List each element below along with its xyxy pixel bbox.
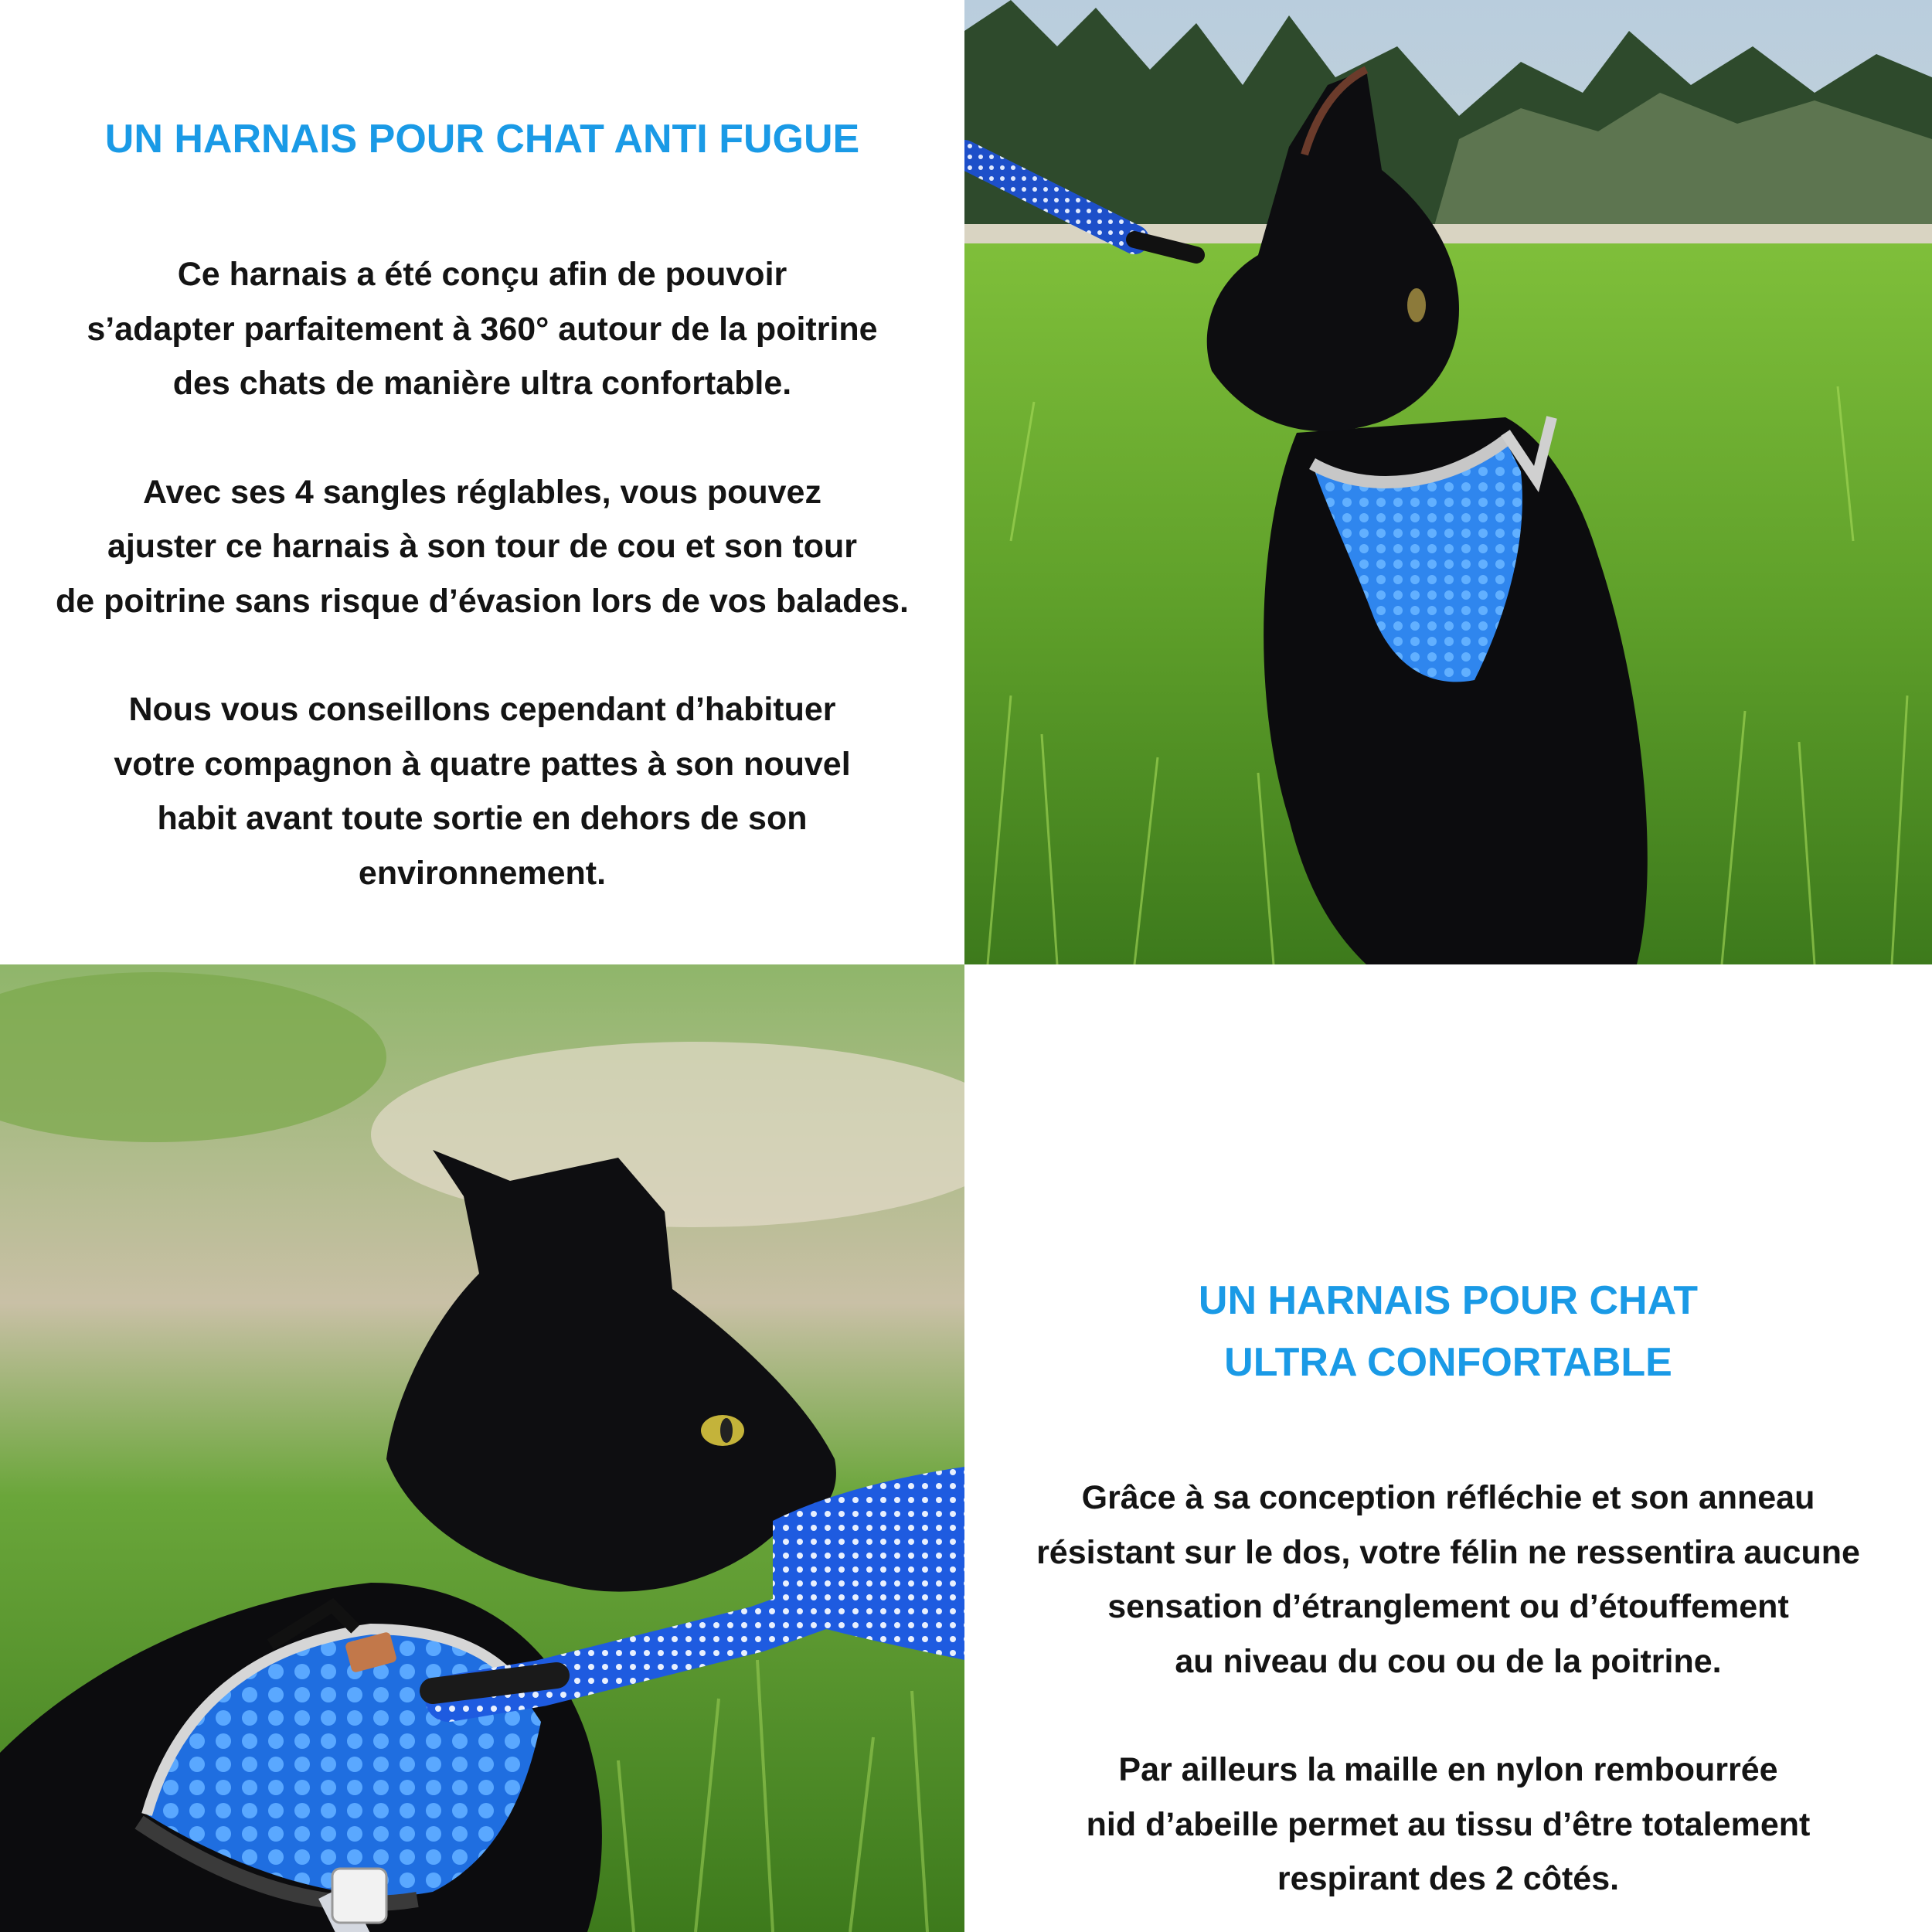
heading-ultra-confortable: UN HARNAIS POUR CHAT ULTRA CONFORTABLE [1198,1278,1699,1385]
paragraph-anneau: Grâce à sa conception réfléchie et son anneau résistant sur le dos, votre félin ne ressentira aucune sensation d’étranglement ou d’étouffement au niveau du cou ou de la poitrine. [1036,1479,1860,1680]
paragraph-maille: Par ailleurs la maille en nylon rembourrée nid d’abeille permet au tissu d’être totalement respirant des 2 côtés. [1086,1751,1811,1897]
cat-photo-closeup [0,964,964,1932]
section-anti-fugue [0,0,964,964]
photo-cat-in-grass [964,0,1932,964]
paragraph-conception: Ce harnais a été conçu afin de pouvoir s’adapter parfaitement à 360° autour de la poitrine des chats de manière ultra confortable. [87,256,878,402]
photo-cat-closeup [0,964,964,1932]
paragraph-conseil: Nous vous conseillons cependant d’habituer votre compagnon à quatre pattes à son nouvel habit avant toute sortie en dehors de son environnement. [114,691,851,892]
section-ultra-confortable [964,964,1932,1932]
paragraph-sangles: Avec ses 4 sangles réglables, vous pouvez ajuster ce harnais à son tour de cou et son tour de poitrine sans risque d’évasion lors de vos balades. [55,473,910,620]
cat-photo-grass [964,0,1932,964]
heading-anti-fugue: UN HARNAIS POUR CHAT ANTI FUGUE [104,117,860,162]
